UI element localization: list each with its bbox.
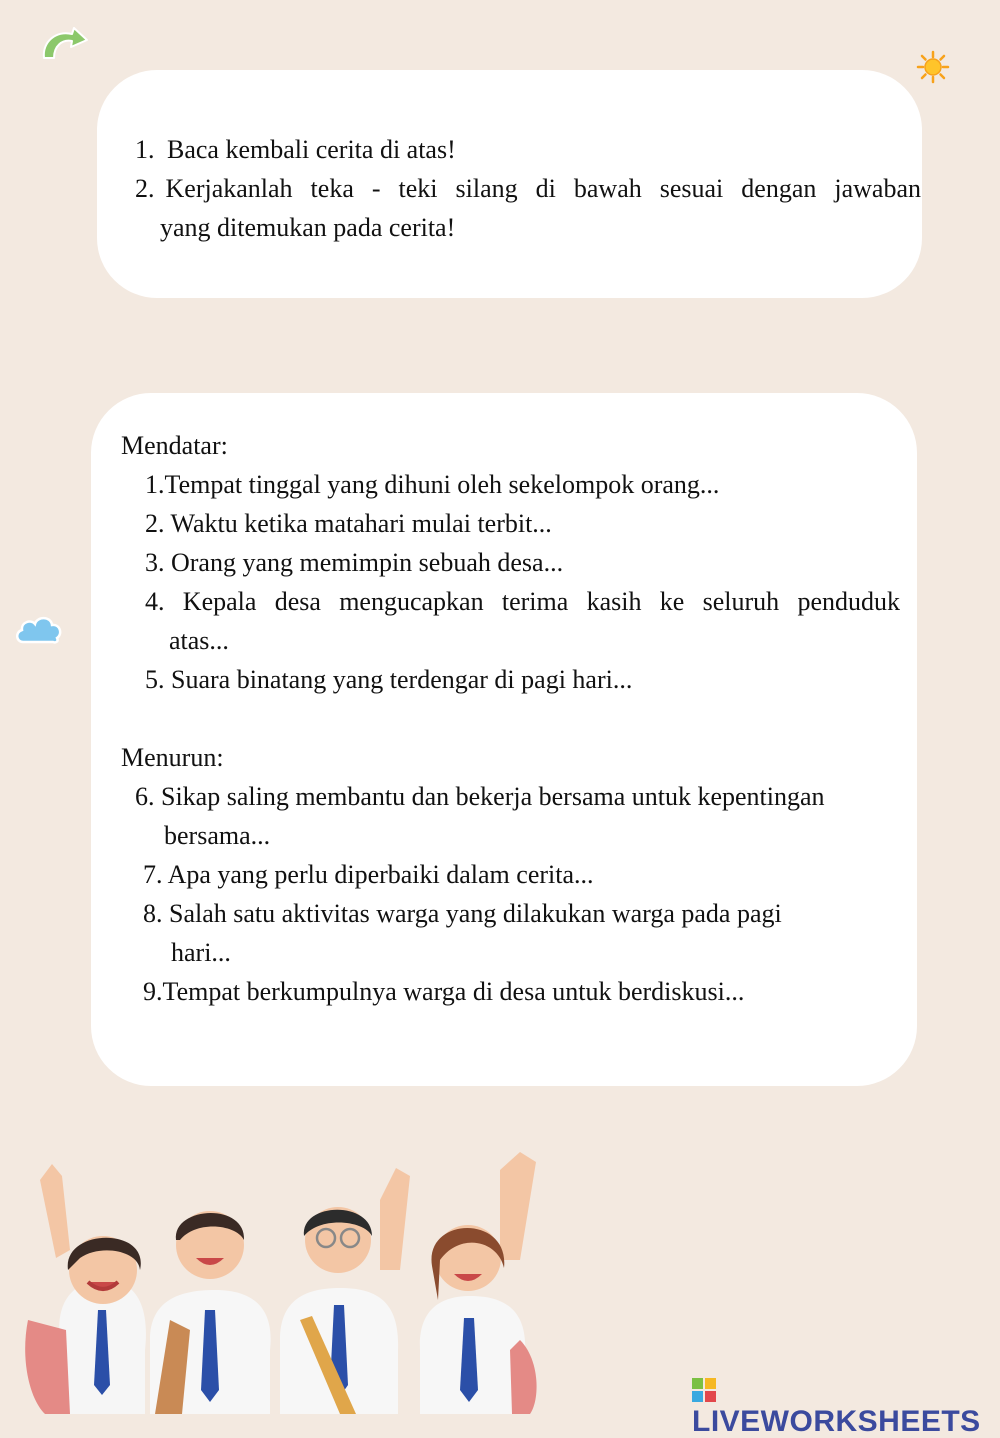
clue-item: 1.Tempat tinggal yang dihuni oleh sekelompok orang... [145, 470, 720, 499]
instruction-item [135, 135, 456, 165]
instruction-text: Kerjakanlah teka - teki silang di bawah sesuai dengan jawaban [165, 174, 921, 203]
list-number: 1. [135, 135, 155, 164]
student-figure [25, 1164, 146, 1414]
clue-item: 3. Orang yang memimpin sebuah desa... [145, 548, 564, 577]
menurun-heading: Menurun: [121, 743, 224, 772]
back-arrow-icon[interactable] [38, 24, 90, 64]
clue-item-continuation: hari... [171, 938, 231, 967]
mendatar-heading: Mendatar: [121, 431, 228, 460]
list-number: 2. [135, 174, 155, 203]
clue-item: 8. Salah satu aktivitas warga yang dilakukan warga pada pagi [143, 899, 782, 928]
clue-item-continuation: bersama... [164, 821, 271, 850]
students-illustration [0, 1140, 560, 1414]
logo-text: LIVEWORKSHEETS [692, 1405, 981, 1438]
clue-item: 6. Sikap saling membantu dan bekerja bersama untuk kepentingan [135, 782, 825, 811]
instruction-text-continuation: yang ditemukan pada cerita! [160, 213, 456, 242]
liveworksheets-logo-icon [692, 1378, 716, 1402]
sun-icon [916, 50, 950, 84]
clue-item-continuation: atas... [169, 626, 229, 655]
clue-item: 2. Waktu ketika matahari mulai terbit... [145, 509, 552, 538]
cloud-icon [13, 612, 65, 648]
instructions-card [97, 70, 922, 298]
instruction-item [135, 174, 921, 204]
student-figure [280, 1168, 410, 1414]
liveworksheets-logo [692, 1374, 1000, 1438]
instruction-text: Baca kembali cerita di atas! [167, 135, 456, 164]
student-figure [420, 1152, 537, 1414]
clue-item: 4. Kepala desa mengucapkan terima kasih ke seluruh penduduk [145, 587, 900, 616]
clue-item: 7. Apa yang perlu diperbaiki dalam cerita... [143, 860, 594, 889]
student-figure [150, 1211, 271, 1414]
clue-item: 5. Suara binatang yang terdengar di pagi hari... [145, 665, 633, 694]
crossword-clues-card [91, 393, 917, 1086]
clue-item: 9.Tempat berkumpulnya warga di desa untuk berdiskusi... [143, 977, 745, 1006]
